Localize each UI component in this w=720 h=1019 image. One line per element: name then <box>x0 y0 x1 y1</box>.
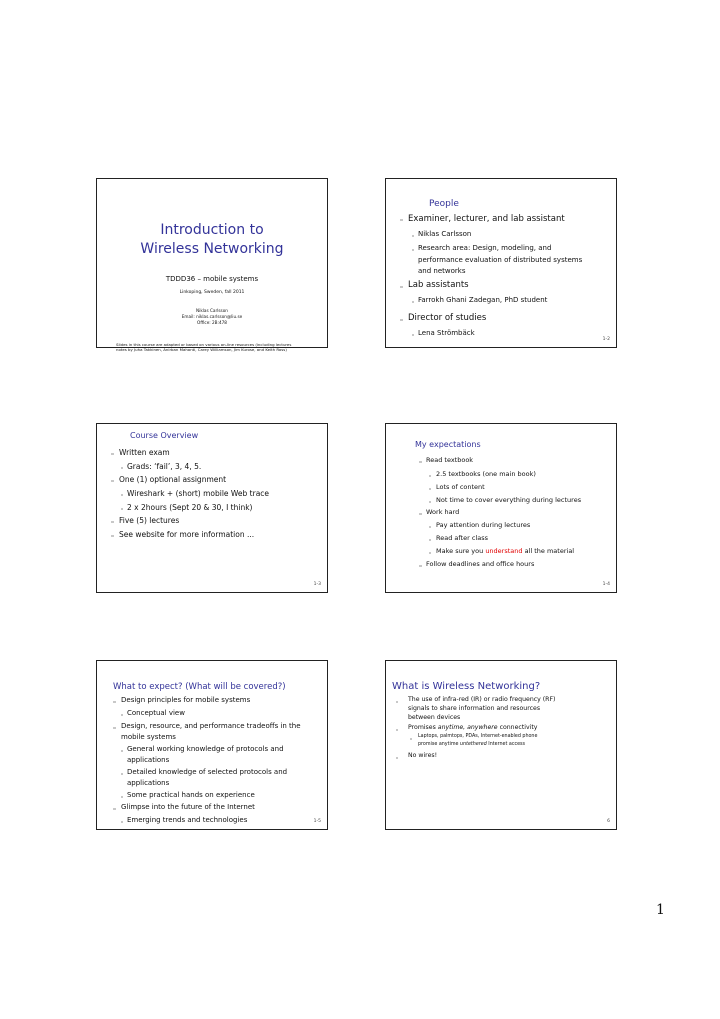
slide-6-bullet-3: No wires! <box>408 752 438 759</box>
slide-1-author-email: Email: niklas.carlsson@liu.se <box>181 314 243 319</box>
slide-6-bullet-2a-line2 <box>418 742 525 747</box>
slide-1-location: Linkoping, Sweden, fall 2011 <box>179 290 245 295</box>
bullet-icon <box>396 729 398 731</box>
bullet-icon <box>429 475 431 477</box>
slide-1-footnote-line1: Slides in this course are adapted or based on various on-line resources (including lectures <box>116 342 292 347</box>
bullet-icon <box>412 249 414 251</box>
slide-3-title: Course Overview <box>130 431 199 440</box>
bullet-icon <box>396 701 398 703</box>
slide-4-bullet-2a: Pay attention during lectures <box>436 521 531 529</box>
bullet-icon <box>113 808 116 810</box>
slide-1-course: TDDD36 – mobile systems <box>165 275 259 283</box>
slide-6-bullet-2-post: connectivity <box>497 724 538 731</box>
slide-6-bullet-2-pre: Promises <box>408 724 438 731</box>
slide-6-bullet-2-italic: anytime, anywhere <box>437 724 498 731</box>
slide-2-bullet-1b-line1: Research area: Design, modeling, and <box>418 244 552 252</box>
slide-4-number: 1-4 <box>602 582 610 587</box>
bullet-icon <box>121 714 123 716</box>
slide-5-bullet-3: Glimpse into the future of the Internet <box>121 803 255 811</box>
slide-5-number: 1-5 <box>313 819 321 824</box>
slide-6-title: What is Wireless Networking? <box>392 681 541 692</box>
slide-5-bullet-2-line1: Design, resource, and performance tradeoffs in the <box>121 722 301 730</box>
slide-5-bullet-2b-line1: Detailed knowledge of selected protocols and <box>127 768 288 776</box>
bullet-icon <box>121 508 123 510</box>
slide-3-bullet-3: Five (5) lectures <box>119 516 180 525</box>
slide-4-bullet-2c <box>436 547 574 555</box>
slide-6-bullet-2a-italic: untethered <box>460 742 487 747</box>
bullet-icon <box>113 727 116 729</box>
slide-6-bullet-1-line2: signals to share information and resources <box>408 705 541 712</box>
slide-6-bullet-1-line3: between devices <box>408 714 461 721</box>
bullet-icon <box>429 501 431 503</box>
bullet-icon <box>429 539 431 541</box>
slide-6-number: 6 <box>607 819 610 824</box>
slide-4-bullet-3: Follow deadlines and office hours <box>426 560 535 568</box>
slide-6-bullet-1-line1: The use of infra-red (IR) or radio frequency (RF) <box>408 696 556 703</box>
bullet-icon <box>111 480 114 482</box>
slide-1-footnote-line2: notes by Juha Takkinen, Anirban Mahanti, Carey Williamson, Jim Kurose, and Keith Ross) <box>116 347 287 352</box>
slide-3-bullet-4: See website for more information ... <box>119 530 255 539</box>
slide-2-people <box>385 178 617 348</box>
slide-4-expectations <box>385 423 617 593</box>
slide-2-bullet-1b-line3: and networks <box>418 267 466 275</box>
slide-1-title-line1: Introduction to <box>160 222 264 238</box>
bullet-icon <box>400 219 403 221</box>
bullet-icon <box>419 565 422 567</box>
slide-2-title: People <box>429 199 459 209</box>
slide-2-bullet-1b-line2: performance evaluation of distributed systems <box>418 256 583 264</box>
bullet-icon <box>121 773 123 775</box>
slide-2-bullet-3: Director of studies <box>408 313 487 323</box>
slide-2-bullet-2a: Farrokh Ghani Zadegan, PhD student <box>418 296 548 304</box>
slide-4-bullet-1: Read textbook <box>426 456 474 464</box>
bullet-icon <box>121 494 123 496</box>
slide-3-bullet-1a: Grads: ‘fail’, 3, 4, 5. <box>127 462 202 471</box>
bullet-icon <box>113 701 116 703</box>
slide-4-bullet-2c-pre: Make sure you <box>436 547 486 555</box>
slide-1-author-name: Niklas Carlsson <box>196 308 228 313</box>
bullet-icon <box>419 513 422 515</box>
bullet-icon <box>429 552 431 554</box>
bullet-icon <box>111 535 114 537</box>
bullet-icon <box>121 467 123 469</box>
slide-5-bullet-3a: Emerging trends and technologies <box>127 816 248 824</box>
slide-4-bullet-1c: Not time to cover everything during lectures <box>436 496 582 504</box>
slide-4-highlight-understand: understand <box>485 547 523 555</box>
slide-5-what-to-expect <box>96 660 328 830</box>
slide-5-bullet-1a: Conceptual view <box>127 709 185 717</box>
bullet-icon <box>111 521 114 523</box>
slide-4-bullet-2c-post: all the material <box>522 547 575 555</box>
slide-5-bullet-2a-line1: General working knowledge of protocols and <box>127 745 284 753</box>
slide-3-bullet-1: Written exam <box>119 448 170 457</box>
slide-5-bullet-2-line2: mobile systems <box>121 733 176 741</box>
bullet-icon <box>412 301 414 303</box>
slide-3-course-overview <box>96 423 328 593</box>
bullet-icon <box>121 821 123 823</box>
slide-1-author-office: Office: 2B:478 <box>197 320 227 325</box>
bullet-icon <box>429 526 431 528</box>
slide-6-bullet-2 <box>408 724 537 731</box>
bullet-icon <box>121 796 123 798</box>
slide-3-bullet-2: One (1) optional assignment <box>119 475 227 484</box>
slide-6-bullet-2a-line1: Laptops, palmtops, PDAs, Internet-enabled phone <box>418 734 538 739</box>
bullet-icon <box>412 235 414 237</box>
slide-2-bullet-1a: Niklas Carlsson <box>418 230 472 238</box>
slide-5-bullet-2b-line2: applications <box>127 779 170 787</box>
slide-3-bullet-2a: Wireshark + (short) mobile Web trace <box>127 489 270 498</box>
bullet-icon <box>400 319 403 321</box>
slide-4-bullet-1a: 2.5 textbooks (one main book) <box>436 470 536 478</box>
bullet-icon <box>400 286 403 288</box>
bullet-icon <box>429 488 431 490</box>
slide-4-bullet-1b: Lots of content <box>436 483 485 491</box>
slide-5-title: What to expect? (What will be covered?) <box>113 682 286 692</box>
slide-2-bullet-3a: Lena Strömbäck <box>418 329 475 337</box>
bullet-icon <box>396 757 398 759</box>
slide-3-number: 1-3 <box>313 582 321 587</box>
slide-1-title <box>96 178 328 352</box>
slide-6-what-is-wireless <box>385 660 617 830</box>
bullet-icon <box>111 453 114 455</box>
slide-5-bullet-1: Design principles for mobile systems <box>121 696 251 704</box>
slide-6-bullet-2a-pre: promise anytime <box>418 742 461 747</box>
slide-2-number: 1-2 <box>602 337 610 342</box>
slide-4-title: My expectations <box>415 440 481 449</box>
slide-6-bullet-2a-post: Internet access <box>486 742 526 747</box>
bullet-icon <box>412 334 414 336</box>
slide-5-bullet-2a-line2: applications <box>127 756 170 764</box>
bullet-icon <box>410 738 412 740</box>
bullet-icon <box>121 750 123 752</box>
slide-2-bullet-2: Lab assistants <box>408 280 469 290</box>
slide-3-bullet-2b: 2 x 2hours (Sept 20 & 30, I think) <box>127 503 253 512</box>
slide-2-bullet-1: Examiner, lecturer, and lab assistant <box>408 214 565 224</box>
bullet-icon <box>419 461 422 463</box>
slide-5-bullet-2c: Some practical hands on experience <box>127 791 255 799</box>
slide-4-bullet-2b: Read after class <box>436 534 488 542</box>
slide-4-bullet-2: Work hard <box>426 508 460 516</box>
page-number: 1 <box>656 902 665 918</box>
slide-1-title-line2: Wireless Networking <box>140 241 284 257</box>
